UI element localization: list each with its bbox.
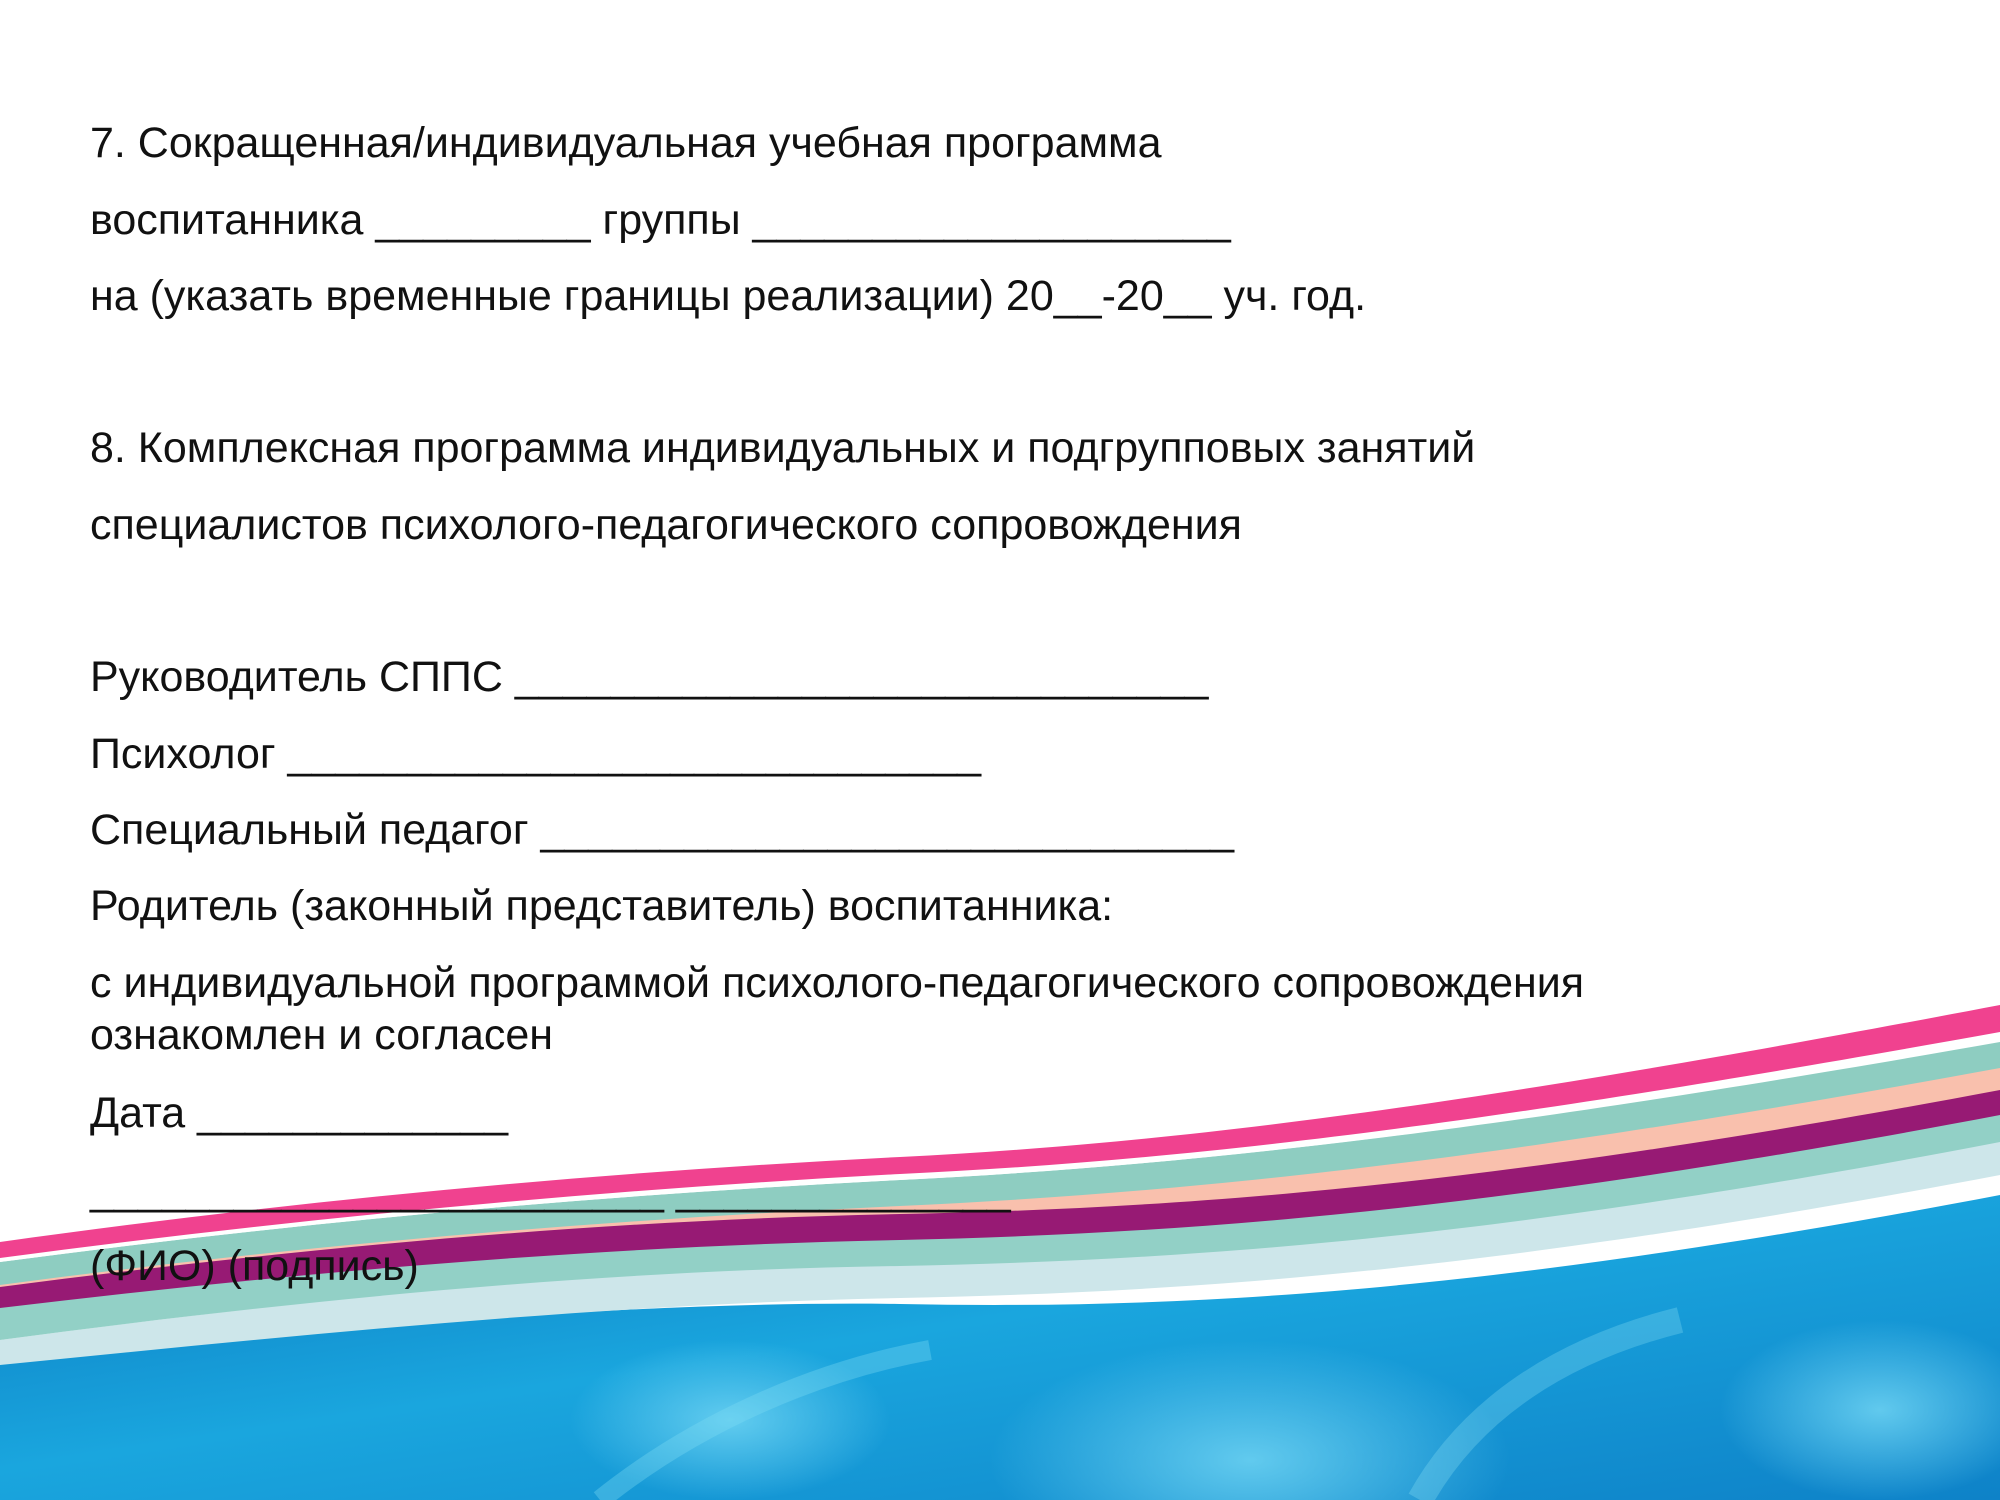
- head-signature-line: Руководитель СППС _____________________________: [90, 653, 1209, 701]
- name-signature-blank: ________________________ ______________: [90, 1166, 1011, 1214]
- name-signature-caption: (ФИО) (подпись): [90, 1242, 419, 1290]
- section-8-subtitle: специалистов психолого-педагогического сопровождения: [90, 501, 1242, 549]
- agreement-line-1: с индивидуальной программой психолого-педагогического сопровождения: [90, 959, 1585, 1007]
- section-8-title: 8. Комплексная программа индивидуальных и подгрупповых занятий: [90, 424, 1476, 472]
- section-7-period-line: на (указать временные границы реализации) 20__-20__ уч. год.: [90, 272, 1367, 320]
- special-teacher-signature-line: Специальный педагог _____________________________: [90, 806, 1234, 854]
- agreement-line-2: ознакомлен и согласен: [90, 1011, 554, 1059]
- psychologist-signature-line: Психолог _____________________________: [90, 730, 982, 778]
- section-7-pupil-group-line: воспитанника _________ группы ____________________: [90, 196, 1231, 244]
- parent-label: Родитель (законный представитель) воспитанника:: [90, 882, 1114, 930]
- section-7-title: 7. Сокращенная/индивидуальная учебная программа: [90, 119, 1162, 167]
- date-line: Дата _____________: [90, 1089, 509, 1137]
